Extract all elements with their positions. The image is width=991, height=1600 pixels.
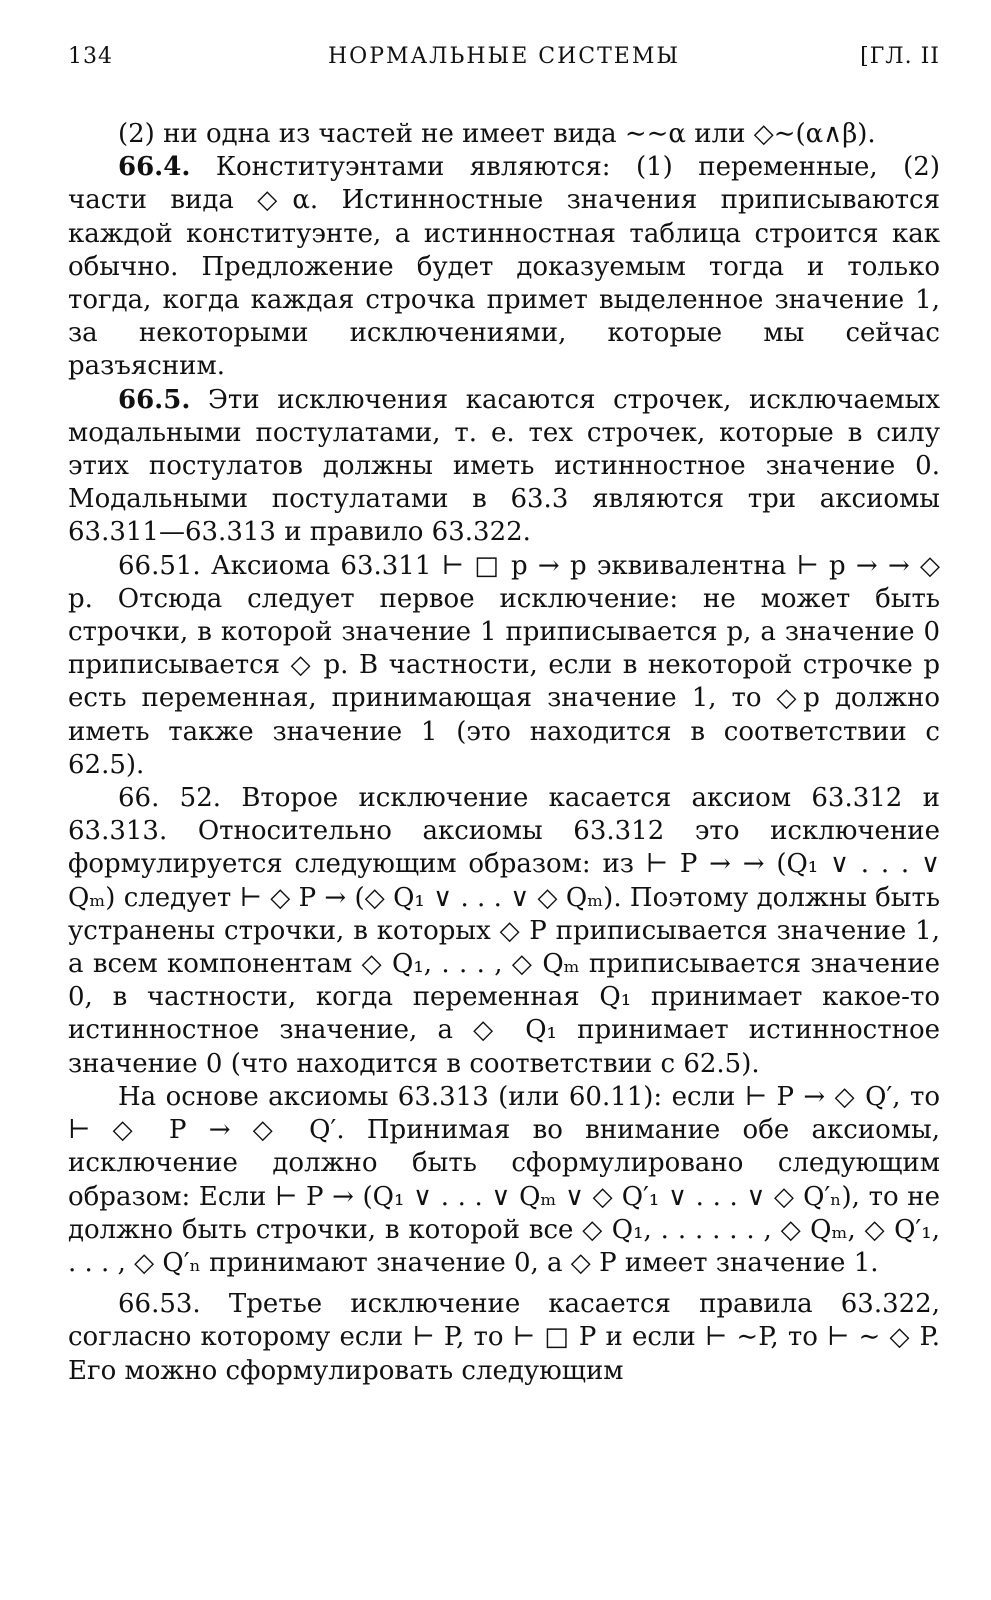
section-number: 66.5. [118,384,191,415]
paragraph [68,782,940,1081]
paragraph [68,550,940,782]
paragraph-text: Эти исключения касаются строчек, исключаемых модальными постулатами, т. е. тех строчек, которые в силу этих постулатов должны иметь истинностное значение 0. Модальными постулатами в 63.3 являются три аксиомы 63.311—63.313 и правило 63.322. [68,384,940,548]
body-text [68,118,940,1388]
paragraph [68,1288,940,1388]
paragraph-text: На основе аксиомы 63.313 (или 60.11): если ⊢ P → ◇ Q′, то ⊢ ◇ P → ◇ Q′. Принимая во внимание обе аксиомы, исключение должно быть сформулировано следующим образом: Если ⊢ P → (Q₁ ∨ . . . ∨ Qₘ ∨ ◇ Q′₁ ∨ . . . ∨ ◇ Q′ₙ), то не должно быть строчки, в которой все ◇ Q₁, . . . . . . , ◇ Qₘ, ◇ Q′₁, . . . , ◇ Q′ₙ принимают значение 0, а ◇ P имеет значение 1. [68,1081,940,1278]
section-number: 66.4. [118,152,191,183]
paragraph [68,1081,940,1280]
paragraph [68,151,940,383]
paragraph-text: 66.53. Третье исключение касается правила 63.322, согласно которому если ⊢ P, то ⊢ □ P и если ⊢ ∼P, то ⊢ ∼ ◇ P. Его можно сформулировать следующим [68,1289,940,1386]
running-title: НОРМАЛЬНЫЕ СИСТЕМЫ [327,44,681,69]
paragraph-text: (2) ни одна из частей не имеет вида ∼∼α или ◇∼(α∧β). [118,119,876,149]
chapter-label: [ГЛ. II [860,44,940,69]
page-header [68,44,940,84]
page-number: 134 [68,44,113,69]
paragraph [68,118,940,151]
paragraph-text: 66. 52. Второе исключение касается аксиом 63.312 и 63.313. Относительно аксиомы 63.312 это исключение формулируется следующим образом: из ⊢ P → → (Q₁ ∨ . . . ∨ Qₘ) следует ⊢ ◇ P → (◇ Q₁ ∨ . . . ∨ ◇ Qₘ). Поэтому должны быть устранены строчки, в которых ◇ P приписывается значение 1, а всем компонентам ◇ Q₁, . . . , ◇ Qₘ приписывается значение 0, в частности, когда переменная Q₁ принимает какое-то истинностное значение, а ◇ Q₁ принимает истинностное значение 0 (что находится в соответствии с 62.5). [68,783,940,1079]
paragraph-text: Конституэнтами являются: (1) переменные, (2) части вида ◇α. Истинностные значения приписываются каждой конституэнте, а истинностная таблица строится как обычно. Предложение будет доказуемым тогда и только тогда, когда каждая строчка примет выделенное значение 1, за некоторыми исключениями, которые мы сейчас разъясним. [68,152,940,382]
paragraph-text: 66.51. Аксиома 63.311 ⊢ □ p → p эквивалентна ⊢ p → → ◇ p. Отсюда следует первое исключение: не может быть строчки, в которой значение 1 приписывается p, а значение 0 приписывается ◇ p. В частности, если в некоторой строчке p есть переменная, принимающая значение 1, то ◇p должно иметь также значение 1 (это находится в соответствии с 62.5). [68,550,940,780]
paragraph [68,384,940,550]
